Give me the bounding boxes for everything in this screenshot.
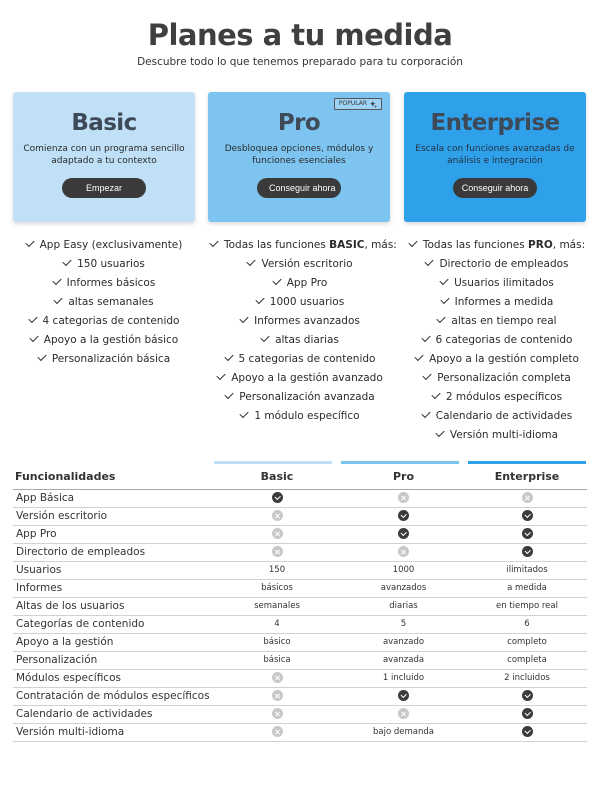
empezar-button[interactable]: Empezar: [62, 178, 146, 198]
plan-card-basic: [13, 92, 195, 222]
table-header-row: [13, 464, 587, 489]
list-item: 2 módulos específicos: [406, 390, 588, 409]
plan-description: Desbloquea opciones, módulos y funciones esenciales: [224, 144, 374, 166]
check-icon: [224, 352, 233, 361]
table-row: [13, 561, 587, 579]
check-circle-icon: [272, 492, 283, 503]
table-cell: [214, 507, 340, 525]
table-cell: 4: [214, 615, 340, 633]
check-icon: [63, 257, 72, 266]
table-body: [13, 489, 587, 741]
x-circle-icon: [272, 546, 283, 557]
check-icon: [247, 257, 256, 266]
check-circle-icon: [522, 546, 533, 557]
list-item: 1 módulo específico: [210, 409, 390, 428]
list-item: Apoyo a la gestión básico: [14, 333, 194, 352]
plan-name: Enterprise: [430, 110, 560, 136]
table-cell: diarias: [340, 597, 467, 615]
header-enterprise: Enterprise: [467, 464, 587, 489]
x-circle-icon: [398, 492, 409, 503]
check-circle-icon: [522, 708, 533, 719]
table-cell: [340, 525, 467, 543]
sparkle-icon: [370, 101, 377, 108]
badge-label: POPULAR: [338, 100, 367, 107]
check-icon: [37, 352, 46, 361]
table-row: [13, 489, 587, 507]
check-icon: [421, 333, 430, 342]
table-row: [13, 633, 587, 651]
row-label: App Básica: [13, 489, 214, 507]
check-icon: [240, 314, 249, 323]
table-cell: [467, 723, 587, 741]
table-cell: a medida: [467, 579, 587, 597]
table-cell: [467, 705, 587, 723]
list-item: Calendario de actividades: [406, 409, 588, 428]
check-icon: [431, 390, 440, 399]
list-item-intro: Todas las funciones PRO, más:: [406, 238, 588, 257]
table-cell: [214, 687, 340, 705]
feature-list-enterprise: [406, 238, 588, 447]
x-circle-icon: [272, 726, 283, 737]
table-cell: 1 incluido: [340, 669, 467, 687]
conseguir-ahora-button-enterprise[interactable]: Conseguir ahora: [453, 178, 537, 198]
table-cell: [340, 489, 467, 507]
row-label: App Pro: [13, 525, 214, 543]
check-icon: [255, 295, 264, 304]
table-cell: ilimitados: [467, 561, 587, 579]
check-circle-icon: [522, 690, 533, 701]
table-cell: 2 incluidos: [467, 669, 587, 687]
list-item: Apoyo a la gestión avanzado: [210, 371, 390, 390]
table-row: [13, 651, 587, 669]
table-cell: en tiempo real: [467, 597, 587, 615]
plan-card-pro: [208, 92, 390, 222]
header-features: Funcionalidades: [13, 464, 214, 489]
list-item: Informes a medida: [406, 295, 588, 314]
x-circle-icon: [398, 708, 409, 719]
check-circle-icon: [522, 528, 533, 539]
x-circle-icon: [272, 672, 283, 683]
plan-description: Escala con funciones avanzadas de análisis e integración: [415, 144, 575, 166]
table-cell: básica: [214, 651, 340, 669]
table-cell: [340, 705, 467, 723]
table-cell: [340, 507, 467, 525]
check-icon: [28, 314, 37, 323]
check-circle-icon: [522, 510, 533, 521]
check-icon: [217, 371, 226, 380]
table-cell: [467, 687, 587, 705]
table-cell: avanzados: [340, 579, 467, 597]
table-cell: [214, 723, 340, 741]
check-icon: [437, 314, 446, 323]
list-item: Personalización básica: [14, 352, 194, 371]
list-item: App Pro: [210, 276, 390, 295]
table-cell: avanzado: [340, 633, 467, 651]
check-icon: [425, 257, 434, 266]
check-icon: [29, 333, 38, 342]
table-cell: 6: [467, 615, 587, 633]
row-label: Categorías de contenido: [13, 615, 214, 633]
table-row: [13, 615, 587, 633]
check-icon: [423, 371, 432, 380]
row-label: Apoyo a la gestión: [13, 633, 214, 651]
check-circle-icon: [398, 528, 409, 539]
plan-card-enterprise: [404, 92, 586, 222]
table-cell: [467, 489, 587, 507]
conseguir-ahora-button-pro[interactable]: Conseguir ahora: [257, 178, 341, 198]
table-cell: [340, 687, 467, 705]
list-item: Personalización completa: [406, 371, 588, 390]
feature-list-basic: [14, 238, 194, 371]
x-circle-icon: [272, 510, 283, 521]
list-item: altas semanales: [14, 295, 194, 314]
list-item: Personalización avanzada: [210, 390, 390, 409]
row-label: Personalización: [13, 651, 214, 669]
list-item: Versión escritorio: [210, 257, 390, 276]
check-icon: [209, 238, 218, 247]
table-cell: [340, 543, 467, 561]
check-icon: [408, 238, 417, 247]
check-circle-icon: [398, 690, 409, 701]
table-row: [13, 687, 587, 705]
check-circle-icon: [398, 510, 409, 521]
page-subtitle: Descubre todo lo que tenemos preparado para tu corporación: [137, 56, 463, 68]
plan-name: Pro: [277, 110, 321, 136]
list-item: 5 categorias de contenido: [210, 352, 390, 371]
table-cell: 5: [340, 615, 467, 633]
table-cell: 1000: [340, 561, 467, 579]
table-cell: [214, 489, 340, 507]
check-icon: [440, 295, 449, 304]
row-label: Informes: [13, 579, 214, 597]
x-circle-icon: [272, 708, 283, 719]
table-cell: [467, 543, 587, 561]
header-basic: Basic: [214, 464, 340, 489]
table-row: [13, 543, 587, 561]
check-icon: [272, 276, 281, 285]
check-icon: [260, 333, 269, 342]
check-icon: [225, 390, 234, 399]
list-item: Directorio de empleados: [406, 257, 588, 276]
table-cell: [214, 669, 340, 687]
table-cell: semanales: [214, 597, 340, 615]
x-circle-icon: [272, 690, 283, 701]
table-cell: básicos: [214, 579, 340, 597]
table-row: [13, 579, 587, 597]
row-label: Directorio de empleados: [13, 543, 214, 561]
list-item: App Easy (exclusivamente): [14, 238, 194, 257]
list-item-intro: Todas las funciones BASIC, más:: [210, 238, 390, 257]
row-label: Versión multi-idioma: [13, 723, 214, 741]
table-cell: [214, 525, 340, 543]
x-circle-icon: [398, 546, 409, 557]
check-icon: [435, 428, 444, 437]
table-row: [13, 669, 587, 687]
check-icon: [240, 409, 249, 418]
x-circle-icon: [522, 492, 533, 503]
popular-badge: [334, 98, 382, 110]
list-item: Informes básicos: [14, 276, 194, 295]
list-item: altas en tiempo real: [406, 314, 588, 333]
table-row: [13, 705, 587, 723]
list-item: 150 usuarios: [14, 257, 194, 276]
list-item: 4 categorias de contenido: [14, 314, 194, 333]
table-row: [13, 525, 587, 543]
list-item: altas diarias: [210, 333, 390, 352]
list-item: Usuarios ilimitados: [406, 276, 588, 295]
table-cell: básico: [214, 633, 340, 651]
list-item: 6 categorias de contenido: [406, 333, 588, 352]
table-row: [13, 597, 587, 615]
table-row: [13, 507, 587, 525]
header-pro: Pro: [340, 464, 467, 489]
check-icon: [421, 409, 430, 418]
table-cell: 150: [214, 561, 340, 579]
comparison-table: [13, 464, 587, 742]
row-label: Altas de los usuarios: [13, 597, 214, 615]
page-title: Planes a tu medida: [147, 18, 453, 52]
list-item: 1000 usuarios: [210, 295, 390, 314]
plan-name: Basic: [71, 110, 137, 136]
table-cell: bajo demanda: [340, 723, 467, 741]
check-icon: [54, 295, 63, 304]
check-icon: [52, 276, 61, 285]
row-label: Módulos específicos: [13, 669, 214, 687]
list-item: Informes avanzados: [210, 314, 390, 333]
table-cell: [467, 525, 587, 543]
feature-list-pro: [210, 238, 397, 428]
table-cell: avanzada: [340, 651, 467, 669]
check-circle-icon: [522, 726, 533, 737]
check-icon: [440, 276, 449, 285]
table-cell: [214, 705, 340, 723]
table-cell: [467, 507, 587, 525]
check-icon: [415, 352, 424, 361]
row-label: Versión escritorio: [13, 507, 214, 525]
list-item: Versión multi-idioma: [406, 428, 588, 447]
row-label: Usuarios: [13, 561, 214, 579]
check-icon: [25, 238, 34, 247]
plan-description: Comienza con un programa sencillo adaptado a tu contexto: [23, 144, 185, 166]
row-label: Contratación de módulos específicos: [13, 687, 214, 705]
table-cell: completo: [467, 633, 587, 651]
row-label: Calendario de actividades: [13, 705, 214, 723]
x-circle-icon: [272, 528, 283, 539]
table-cell: [214, 543, 340, 561]
table-row: [13, 723, 587, 741]
table-cell: completa: [467, 651, 587, 669]
list-item: Apoyo a la gestión completo: [406, 352, 588, 371]
